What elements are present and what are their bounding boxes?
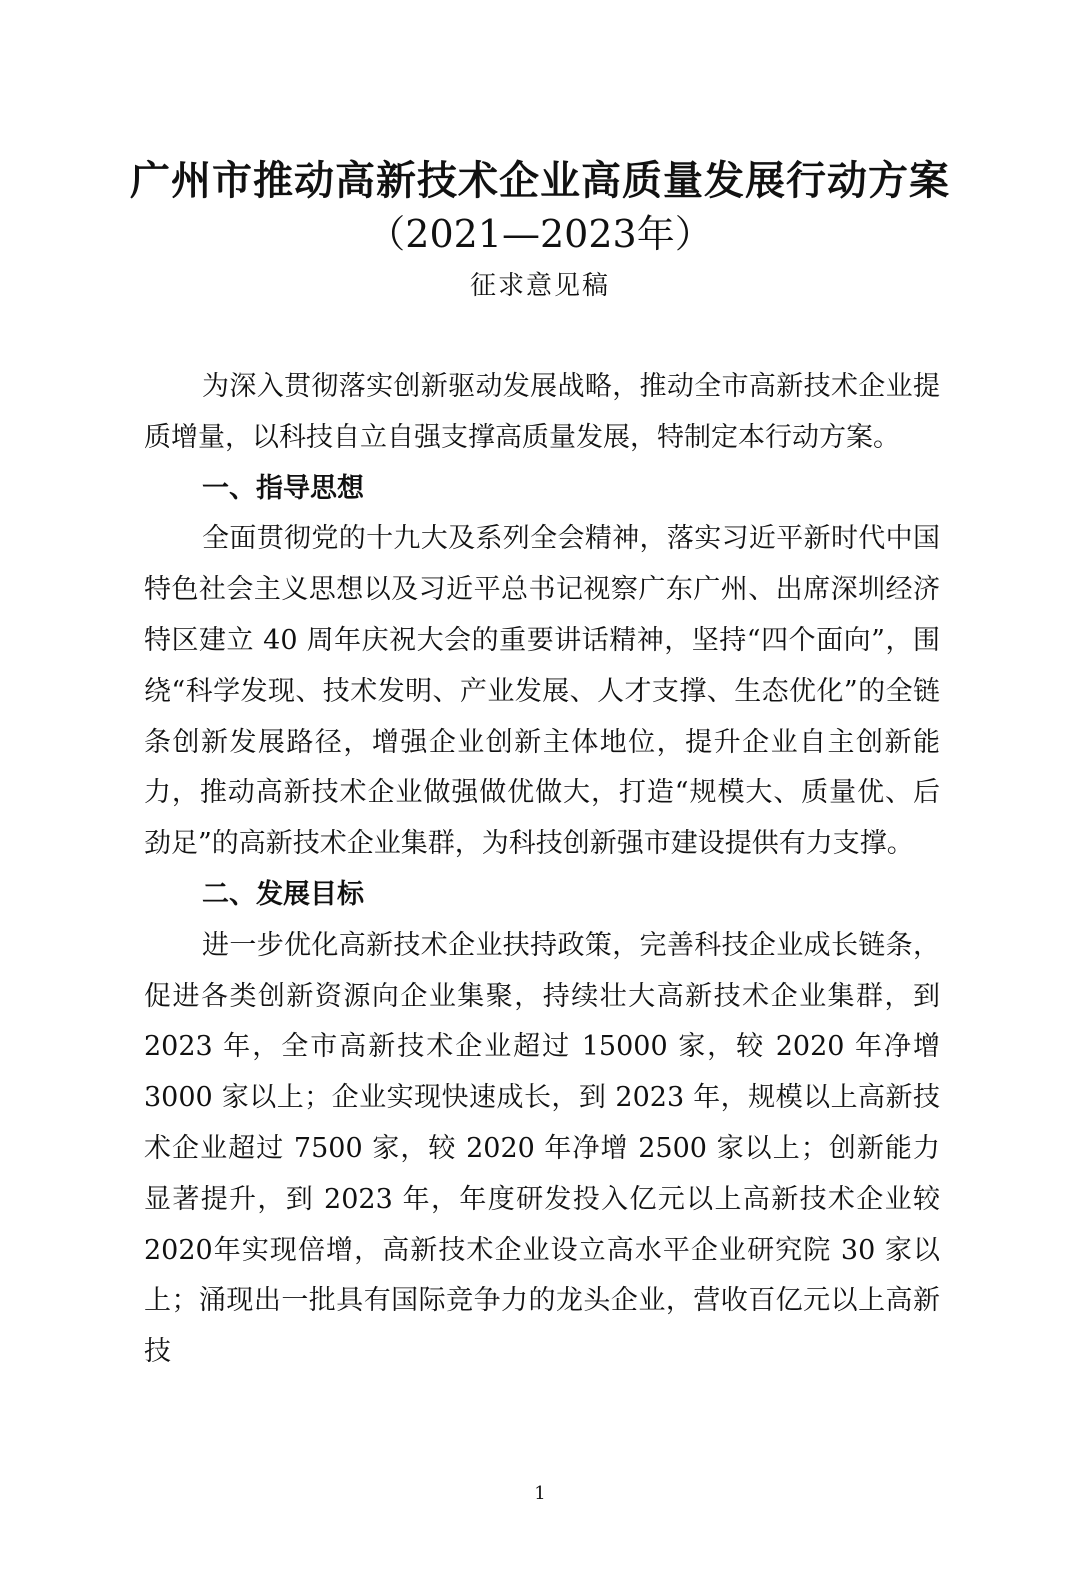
section-heading-guiding-ideology: 一、指导思想	[202, 472, 364, 504]
document-title: 广州市推动高新技术企业高质量发展行动方案	[130, 157, 950, 204]
document-body	[144, 362, 940, 1378]
document-title-years: （2021—2023年）	[367, 212, 713, 256]
section-paragraph-guiding-ideology: 全面贯彻党的十九大及系列全会精神，落实习近平新时代中国特色社会主义思想以及习近平总书记视察广东广州、出席深圳经济特区建立 40 周年庆祝大会的重要讲话精神，坚持“四个面向”，围绕“科学发现、技术发明、产业发展、人才支撑、生态优化”的全链条创新发展路径，增强企业创新主体地位，提升企业自主创新能力，推动高新技术企业做强做优做大，打造“规模大、质量优、后劲足”的高新技术企业集群，为科技创新强市建设提供有力支撑。	[144, 523, 940, 860]
section-heading-development-goals: 二、发展目标	[202, 878, 364, 910]
section-paragraph-development-goals: 进一步优化高新技术企业扶持政策，完善科技企业成长链条，促进各类创新资源向企业集聚，持续壮大高新技术企业集群，到 2023 年，全市高新技术企业超过 15000 家，较 2020 年净增3000 家以上；企业实现快速成长，到 2023 年，规模以上高新技术企业超过 7500 家，较 2020 年净增 2500 家以上；创新能力显著提升，到 2023 年，年度研发投入亿元以上高新技术企业较 2020年实现倍增，高新技术企业设立高水平企业研究院 30 家以上；涌现出一批具有国际竞争力的龙头企业，营收百亿元以上高新技	[144, 929, 940, 1368]
page-number: 1	[534, 1483, 546, 1504]
intro-paragraph: 为深入贯彻落实创新驱动发展战略，推动全市高新技术企业提质增量，以科技自立自强支撑高质量发展，特制定本行动方案。	[144, 371, 940, 453]
document-subtitle: 征求意见稿	[469, 271, 610, 301]
